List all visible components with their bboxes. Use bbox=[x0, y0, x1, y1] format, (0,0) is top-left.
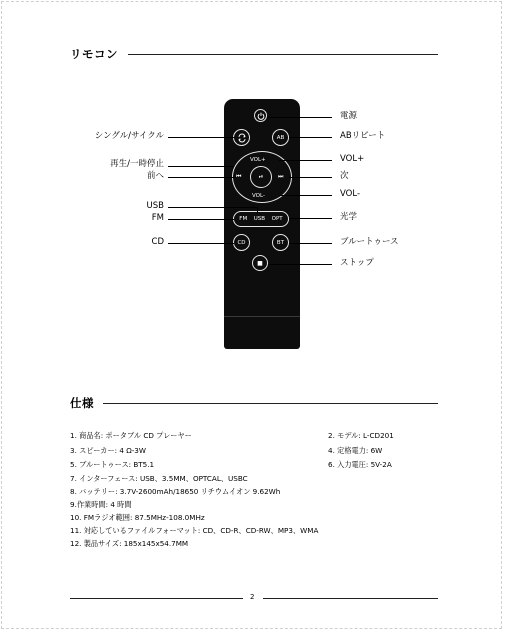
label-vol-up: VOL+ bbox=[340, 154, 365, 164]
label-power: 電源 bbox=[340, 111, 358, 121]
leader-ab-repeat bbox=[289, 137, 332, 138]
remote-source-buttons bbox=[233, 211, 289, 227]
remote-prev-icon: ⏮ bbox=[236, 173, 242, 180]
power-icon bbox=[257, 112, 265, 120]
label-usb: USB bbox=[146, 201, 164, 211]
leader-vol-up bbox=[279, 160, 332, 161]
remote-vol-minus: VOL- bbox=[252, 193, 265, 199]
page-number: 2 bbox=[250, 593, 255, 601]
repeat-icon bbox=[237, 133, 247, 143]
leader-play-pause bbox=[168, 166, 234, 167]
remote-cycle-button bbox=[233, 129, 250, 146]
remote-next-icon: ⏭ bbox=[278, 173, 284, 180]
remote-cd-button: CD bbox=[233, 234, 250, 251]
label-stop: ストップ bbox=[340, 258, 374, 268]
label-single-cycle: シングル/サイクル bbox=[94, 131, 164, 141]
label-bluetooth: ブルートゥース bbox=[340, 237, 399, 247]
leader-cd bbox=[168, 243, 234, 244]
spec-line-2: 2. モデル: L-CD201 bbox=[328, 431, 394, 440]
label-play-pause: 再生/一時停止 bbox=[110, 159, 164, 169]
label-prev: 前へ bbox=[146, 171, 164, 181]
leader-single-cycle bbox=[168, 137, 234, 138]
leader-stop bbox=[268, 264, 332, 265]
leader-next bbox=[289, 177, 332, 178]
remote-play-pause-button: ⏯ bbox=[250, 166, 272, 188]
remote-bottom-stripe bbox=[224, 316, 300, 317]
leader-usb-drop bbox=[257, 207, 258, 213]
leader-optical bbox=[289, 218, 332, 219]
label-cd: CD bbox=[151, 237, 164, 247]
spec-line-11: 11. 対応しているファイルフォーマット: CD、CD-R、CD-RW、MP3、WMA bbox=[70, 526, 319, 535]
spec-line-9: 9.作業時間: 4 時間 bbox=[70, 500, 132, 509]
remote-stop-button: ■ bbox=[252, 255, 268, 271]
spec-section-rule bbox=[103, 403, 438, 404]
remote-ab-button: AB bbox=[272, 129, 289, 146]
leader-usb bbox=[168, 207, 258, 208]
label-vol-down: VOL- bbox=[340, 189, 361, 199]
leader-fm bbox=[168, 219, 234, 220]
label-next: 次 bbox=[340, 171, 349, 181]
spec-line-4: 4. 定格電力: 6W bbox=[328, 446, 383, 455]
remote-bt-button: BT bbox=[272, 234, 289, 251]
remote-usb-label: USB bbox=[253, 216, 266, 222]
remote-vol-plus: VOL+ bbox=[250, 157, 266, 163]
label-optical: 光学 bbox=[340, 212, 358, 222]
remote-section-rule bbox=[128, 54, 438, 55]
spec-line-5: 5. ブルートゥース: BT5.1 bbox=[70, 460, 155, 469]
leader-vol-down bbox=[279, 195, 332, 196]
spec-line-12: 12. 製品サイズ: 185x145x54.7MM bbox=[70, 539, 189, 548]
spec-line-8: 8. バッテリー: 3.7V-2600mAh/18650 リチウムイオン 9.62Wh bbox=[70, 487, 281, 496]
spec-section-title: 仕様 bbox=[70, 396, 94, 410]
remote-fm-label: FM bbox=[239, 216, 248, 222]
spec-line-10: 10. FMラジオ範囲: 87.5MHz-108.0MHz bbox=[70, 513, 205, 522]
footer-rule-right bbox=[263, 598, 438, 599]
remote-opt-label: OPT bbox=[271, 216, 283, 222]
spec-line-6: 6. 入力電圧: 5V-2A bbox=[328, 460, 392, 469]
leader-power bbox=[267, 117, 332, 118]
spec-line-1: 1. 商品名: ポータブル CD プレーヤー bbox=[70, 431, 192, 440]
label-fm: FM bbox=[151, 213, 164, 223]
footer-rule-left bbox=[70, 598, 243, 599]
label-ab-repeat: ABリピート bbox=[340, 131, 386, 141]
remote-section-title: リモコン bbox=[70, 47, 118, 61]
remote-power-button bbox=[254, 109, 267, 122]
spec-line-3: 3. スピーカー: 4 Ω-3W bbox=[70, 446, 146, 455]
leader-prev bbox=[168, 177, 236, 178]
leader-bluetooth bbox=[289, 243, 332, 244]
spec-line-7: 7. インターフェース: USB、3.5MM、OPTCAL、USBC bbox=[70, 474, 248, 483]
